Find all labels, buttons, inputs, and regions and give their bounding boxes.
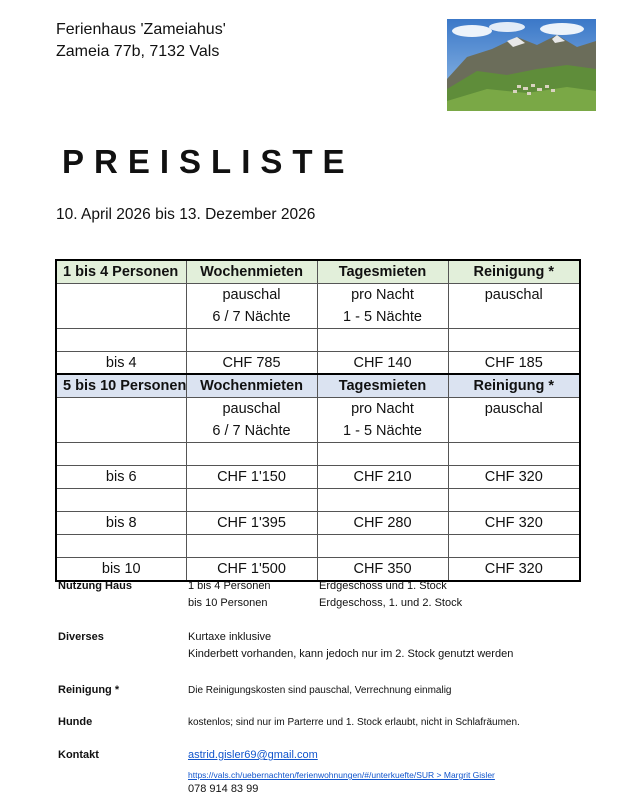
price-table-large-group: [55, 373, 581, 582]
desc-cell: pauschal: [448, 398, 580, 443]
desc-cell: [56, 398, 186, 443]
house-address: Zameia 77b, 7132 Vals: [56, 43, 220, 60]
info-label: Nutzung Haus: [58, 580, 132, 592]
table-description-row: [56, 284, 580, 329]
header-cell: Reinigung *: [448, 374, 580, 398]
email-link[interactable]: astrid.gisler69@gmail.com: [188, 749, 318, 761]
desc-cell: [56, 284, 186, 329]
table-row: bis 6 CHF 1'150 CHF 210 CHF 320: [56, 466, 580, 489]
house-header: [56, 19, 226, 63]
info-hunde: Hunde kostenlos; sind nur im Parterre und 1. Stock erlaubt, nicht in Schlafräumen.: [58, 714, 578, 731]
phone-number: 078 914 83 99: [188, 783, 259, 795]
info-kontakt: [58, 747, 578, 797]
validity-period: 10. April 2026 bis 13. Dezember 2026: [56, 206, 316, 223]
info-label: Kontakt: [58, 749, 99, 761]
info-label: Reinigung *: [58, 684, 120, 696]
info-reinigung: Reinigung * Die Reinigungskosten sind pauschal, Verrechnung einmalig: [58, 682, 578, 699]
header-cell: Wochenmieten: [186, 374, 317, 398]
header-cell: 5 bis 10 Personen: [56, 374, 186, 398]
header-cell: Reinigung *: [448, 260, 580, 284]
table-description-row: [56, 398, 580, 443]
desc-cell: pauschal: [448, 284, 580, 329]
table-header-row: [56, 374, 580, 398]
table-row: bis 8 CHF 1'395 CHF 280 CHF 320: [56, 512, 580, 535]
page-title: PREISLISTE: [62, 143, 355, 180]
table-row: bis 10 CHF 1'500 CHF 350 CHF 320: [56, 558, 580, 582]
table-header-row: [56, 260, 580, 284]
table-row: bis 4 CHF 785 CHF 140 CHF 185: [56, 352, 580, 376]
header-cell: Tagesmieten: [317, 374, 448, 398]
desc-cell: pro Nacht 1 - 5 Nächte: [317, 398, 448, 443]
info-diverses: Diverses Kurtaxe inklusive Kinderbett vorhanden, kann jedoch nur im 2. Stock genutzt werden: [58, 631, 514, 660]
info-label: Diverses: [58, 631, 104, 643]
header-cell: Wochenmieten: [186, 260, 317, 284]
header-cell: Tagesmieten: [317, 260, 448, 284]
desc-cell: pauschal 6 / 7 Nächte: [186, 284, 317, 329]
website-link[interactable]: https://vals.ch/uebernachten/ferienwohnungen/#/unterkuefte/SUR > Margrit Gisler: [188, 770, 495, 780]
info-nutzung: Nutzung Haus 1 bis 4 Personen Erdgeschoss und 1. Stock bis 10 Personen Erdgeschoss, 1. und 2. Stock: [58, 580, 463, 609]
valley-photo: [447, 19, 596, 111]
header-cell: 1 bis 4 Personen: [56, 260, 186, 284]
info-label: Hunde: [58, 716, 93, 728]
price-table-small-group: [55, 259, 581, 376]
house-name: Ferienhaus 'Zameiahus': [56, 21, 226, 38]
desc-cell: pro Nacht 1 - 5 Nächte: [317, 284, 448, 329]
desc-cell: pauschal 6 / 7 Nächte: [186, 398, 317, 443]
